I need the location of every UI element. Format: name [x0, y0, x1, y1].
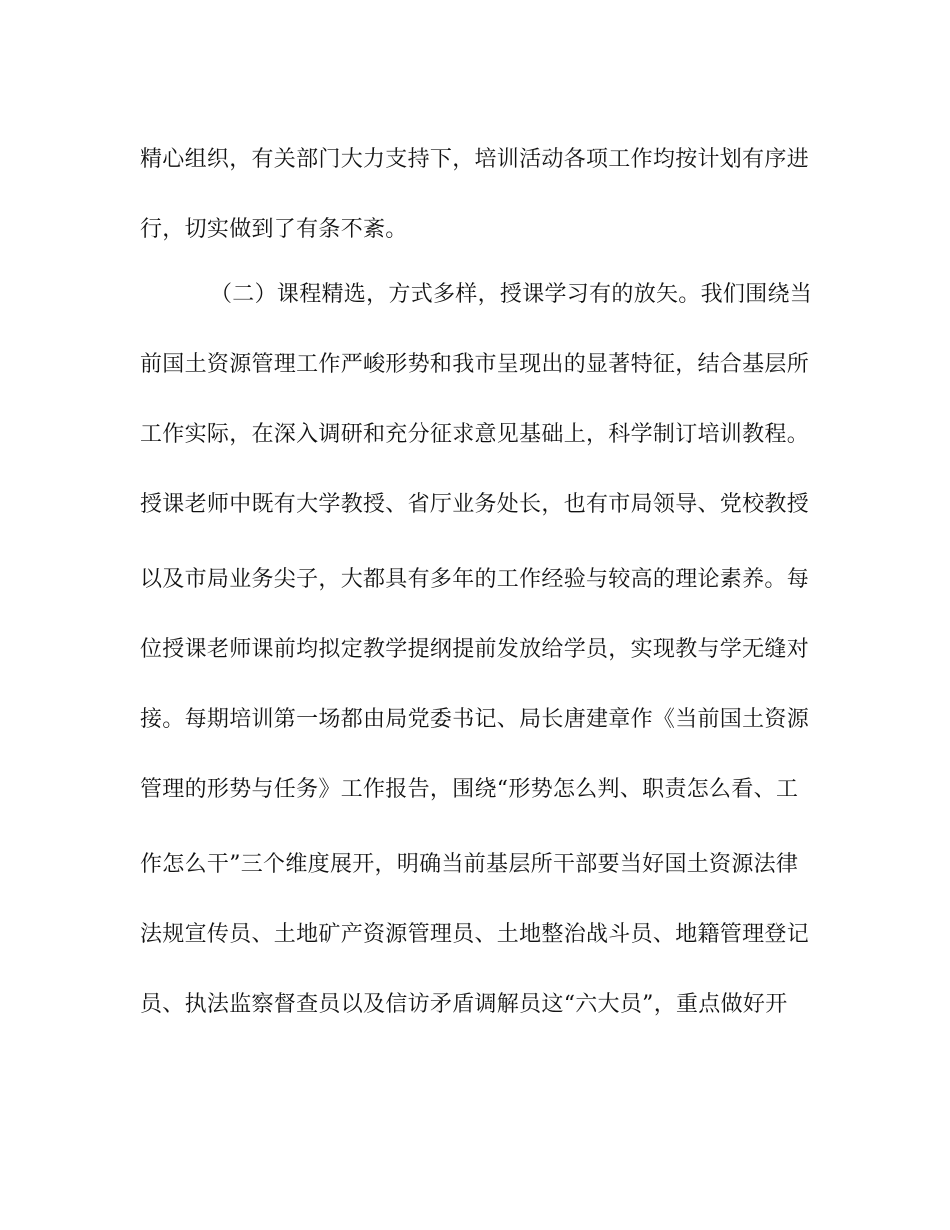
- paragraph-line-8: 位授课老师课前均拟定教学提纲提前发放给学员，实现教与学无缝对: [140, 637, 810, 662]
- paragraph-line-1: 精心组织，有关部门大力支持下，培训活动各项工作均按计划有序进: [140, 147, 810, 172]
- paragraph-line-13: 员、执法监察督查员以及信访矛盾调解员这“六大员”，重点做好开: [140, 992, 788, 1017]
- paragraph-line-12: 法规宣传员、土地矿产资源管理员、土地整治战斗员、地籍管理登记: [140, 922, 810, 947]
- paragraph-line-11: 作怎么干”三个维度展开，明确当前基层所干部要当好国土资源法律: [140, 852, 799, 877]
- paragraph-line-2: 行，切实做到了有条不紊。: [140, 217, 408, 242]
- paragraph-line-7: 以及市局业务尖子，大都具有多年的工作经验与较高的理论素养。每: [140, 567, 810, 592]
- paragraph-line-6: 授课老师中既有大学教授、省厅业务处长，也有市局领导、党校教授: [140, 492, 810, 517]
- paragraph-line-10: 管理的形势与任务》工作报告，围绕“形势怎么判、职责怎么看、工: [140, 777, 799, 802]
- paragraph-line-5: 工作实际，在深入调研和充分征求意见基础上，科学制订培训教程。: [140, 422, 810, 447]
- section-heading-line: （二）课程精选，方式多样，授课学习有的放矢。我们围绕当: [210, 282, 813, 307]
- paragraph-line-4: 前国土资源管理工作严峻形势和我市呈现出的显著特征，结合基层所: [140, 352, 810, 377]
- paragraph-line-9: 接。每期培训第一场都由局党委书记、局长唐建章作《当前国土资源: [140, 707, 810, 732]
